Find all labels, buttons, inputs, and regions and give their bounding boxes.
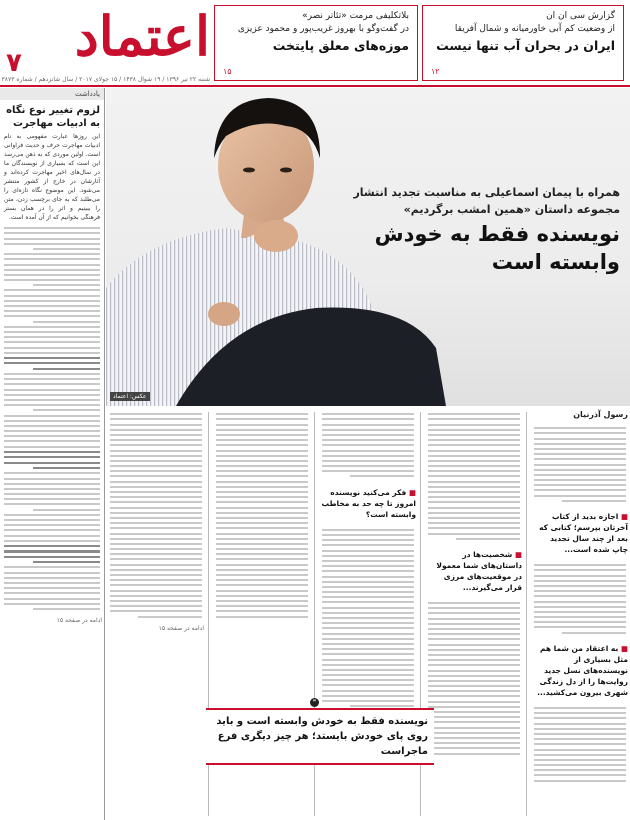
teaser-museums[interactable]	[214, 5, 418, 81]
logo-wordmark: اعتماد	[74, 4, 210, 68]
interview-question: ■ اجازه بدید از کتاب آخرتان بپرسم؛ کتابی که بعد از چند سال تجدید چاپ شده است...	[539, 512, 628, 554]
teaser-headline: موزه‌های معلق پایتخت	[272, 38, 409, 53]
feature-headline-block[interactable]	[340, 184, 620, 276]
photo-credit: عکس: اعتماد	[110, 392, 150, 401]
article-column	[530, 408, 630, 820]
teaser-kicker: گزارش سی ان ان	[546, 11, 615, 21]
teaser-kicker: بلاتکلیفی مرمت «تئاتر نصر»	[302, 11, 409, 21]
column-title-line: به ادبیات مهاجرت	[12, 118, 100, 129]
teaser-kicker: از وضعیت کم آبی خاورمیانه و شمال آفریقا	[454, 24, 615, 34]
teaser-water-crisis[interactable]	[422, 5, 624, 81]
newspaper-logo	[1, 4, 210, 83]
feature-kicker: همراه با پیمان اسماعیلی به مناسبت تجدید انتشار	[353, 186, 620, 199]
dateline: شنبه ۲۲ تیر ۱۳۹۶ / ۱۹ شوال ۱۴۳۸ / ۱۵ جولای ۲۰۱۷ / سال شانزدهم / شماره ۳۸۷۳	[1, 76, 210, 83]
feature-kicker: مجموعه داستان «همین امشب برگردیم»	[403, 203, 620, 216]
question-text: اجازه بدید از کتاب آخرتان بپرسم؛ کتابی که بعد از چند سال تجدید چاپ شده است...	[539, 512, 628, 554]
teaser-kicker: در گفت‌وگو با بهروز غریب‌پور و محمود عزیزی	[237, 24, 409, 34]
column-header: یادداشت	[0, 88, 104, 100]
question-text: فکر می‌کنید نویسنده امروز تا چه حد به مخاطب وابسته است؟	[321, 487, 416, 519]
teaser-page-number: ۱۵	[223, 67, 232, 76]
pull-quote-text: نویسنده فقط به خودش وابسته است و باید روی پای خودش بایستد؛ هر چیز دیگری فرع ماجراست	[216, 716, 428, 757]
column-body: این روزها عبارت مفهومی به نام ادبیات مهاجرت حرف و حدیث فراوانی است. اولین موردی که به ذهن می‌رسد این است که بسیاری از نویسندگان ما در سال‌های اخیر مهاجرت کرده‌اند و آثارشان در خارج از کشور منتشر می‌شود. این موضوع نگاه تازه‌ای را می‌طلبد که به جای برچسب زدن، متن را ببینیم و اثر را در همان بستر فرهنگی بخوانیم که از آن آمده است.	[4, 133, 100, 221]
question-text: به اعتقاد من شما هم مثل بسیاری از نویسنده‌های نسل جدید روایت‌ها را از دل زندگی شهری بیرون می‌کشید...	[537, 643, 628, 697]
teaser-headline: ایران در بحران آب تنها نیست	[436, 38, 615, 53]
byline: رسول آذرنیان	[573, 410, 628, 419]
feature-title: نویسنده فقط به خودش وابسته است	[374, 222, 620, 274]
pull-quote	[206, 708, 434, 765]
interview-article	[106, 408, 630, 820]
continue-note: ادامه در صفحه ۱۵	[158, 624, 204, 632]
opinion-column	[0, 88, 105, 820]
column-title	[0, 100, 104, 132]
article-column	[106, 408, 206, 820]
article-column	[424, 408, 524, 820]
quote-mark-icon: ❞	[310, 698, 319, 707]
page-number: ۷	[6, 48, 22, 78]
column-title-line: لزوم تغییر نوع نگاه	[6, 105, 100, 116]
teaser-page-number: ۱۲	[431, 67, 440, 76]
masthead	[0, 0, 630, 86]
feature-photo	[106, 88, 630, 406]
column-text-lines	[0, 222, 104, 615]
interview-question: ■ شخصیت‌ها در داستان‌های شما معمولا در موقعیت‌های مرزی قرار می‌گیرند...	[436, 549, 522, 592]
question-text: شخصیت‌ها در داستان‌های شما معمولا در موقعیت‌های مرزی قرار می‌گیرند...	[436, 549, 522, 592]
interview-question: ■ به اعتقاد من شما هم مثل بسیاری از نویسنده‌های نسل جدید روایت‌ها را از دل زندگی شهری بیرون می‌کشید...	[537, 643, 628, 697]
interview-question: ■ فکر می‌کنید نویسنده امروز تا چه حد به مخاطب وابسته است؟	[321, 487, 416, 519]
continue-note: ادامه در صفحه ۱۵	[56, 617, 102, 625]
header-divider	[0, 85, 630, 87]
